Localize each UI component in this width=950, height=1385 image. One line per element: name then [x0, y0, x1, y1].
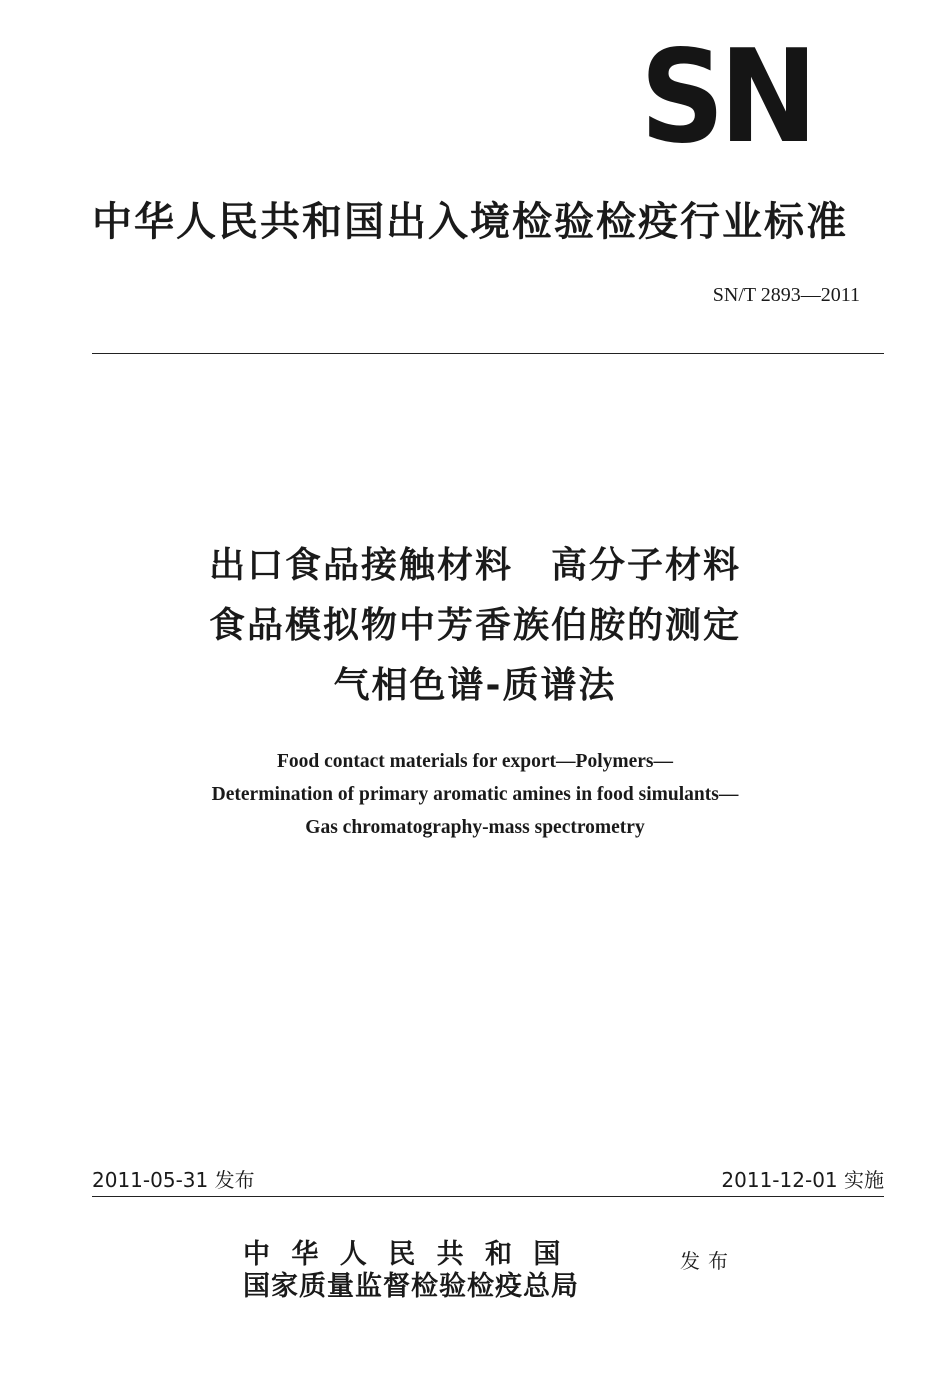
sn-logo: SN [640, 23, 813, 172]
standard-number: SN/T 2893—2011 [712, 284, 860, 306]
bottom-divider [92, 1196, 884, 1197]
cn-title-line-2: 食品模拟物中芳香族伯胺的测定 [208, 605, 741, 646]
issuer-line-2: 国家质量监督检验检疫总局 [243, 1271, 579, 1302]
en-title-line-3: Gas chromatography-mass spectrometry [305, 817, 645, 838]
issuer-line-1: 中 华 人 民 共 和 国 [243, 1239, 567, 1270]
top-divider [92, 353, 884, 354]
en-title-line-1: Food contact materials for export—Polymers— [276, 751, 674, 772]
en-title-line-2: Determination of primary aromatic amines in food simulants— [211, 784, 739, 805]
implement-date: 2011-12-01 实施 [721, 1168, 884, 1192]
cn-title-line-3: 气相色谱-质谱法 [333, 665, 617, 706]
org-title: 中华人民共和国出入境检验检疫行业标准 [92, 199, 848, 245]
cn-title-line-1: 出口食品接触材料 高分子材料 [208, 545, 741, 586]
publish-label: 发布 [680, 1249, 736, 1273]
issue-date: 2011-05-31 发布 [92, 1168, 255, 1192]
